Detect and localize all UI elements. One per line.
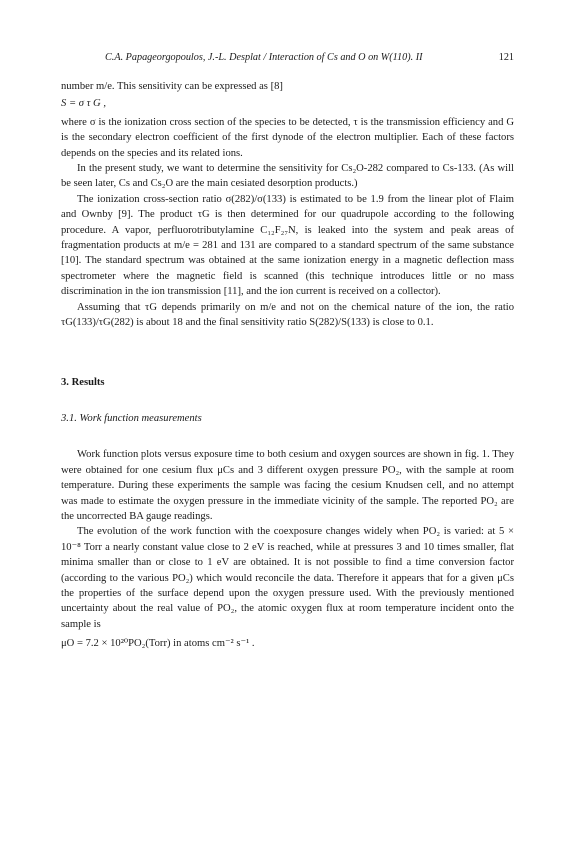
paragraph-cross-section: The ionization cross-section ratio σ(282)/σ(133) is estimated to be 1.9 from the linear plot of Flaim and Ownby [9]. The product τG is then determined for our quadrupole according to the following procedure. A vapor, perfluorotributylamine C₁₂F₂₇N, is leaked into the system and peak areas of fragmentation products at m/e = 281 and 131 are compared to a standard spectrum of the same substance [10]. The standard spectrum was obtained at the same ionization energy in a magnetic deflection mass spectrometer where the magnetic field is scanned (this technique introduces little or no mass discrimination in the ion transmission [11], and the ion current is received on a collector).: [61, 193, 514, 298]
running-title: C.A. Papageorgopoulos, J.-L. Desplat / Interaction of Cs and O on W(110). II: [105, 52, 423, 63]
paragraph-work-function-plots: Work function plots versus exposure time to both cesium and oxygen sources are shown in fig. 1. They were obtained for one cesium flux μCs and 3 different oxygen pressure PO₂, with the sample at room temperature. During these experiments the sample was facing the cesium Knudsen cell, and no attempt was made to estimate the oxygen pressure in the immediate vicinity of the sample. The reported PO₂ are the uncorrected BA gauge readings.: [61, 449, 514, 522]
paragraph-ratio: Assuming that τG depends primarily on m/e and not on the chemical nature of the ion, the ratio τG(133)/τG(282) is about 18 and the final sensitivity ratio S(282)/S(133) is close to 0.1.: [61, 301, 514, 329]
paragraph-continuation: number m/e. This sensitivity can be expressed as [8]: [61, 81, 283, 92]
paragraph-definitions: where σ is the ionization cross section of the species to be detected, τ is the transmission efficiency and G is the secondary electron coefficient of the first dynode of the electron multiplier. Each of these factors depends on the species and its related ions.: [61, 116, 514, 159]
section-heading: 3. Results: [61, 376, 105, 388]
paragraph-evolution: The evolution of the work function with the coexposure changes widely when PO₂ is varied: at 5 × 10⁻⁸ Torr a nearly constant value close to 2 eV is reached, while at pressures 3 and 10 times smaller, flat minima smaller than or close to 1 eV are obtained. It is not possible to find a time conversion factor (according to the various PO₂) which would reconcile the data. Therefore it appears that for a given μCs the properties of the surface depend upon the oxygen pressure used. With the previously mentioned uncertainty about the real value of PO₂, the atomic oxygen flux at room temperature incident onto the sample is: [61, 526, 514, 630]
subsection-heading: 3.1. Work function measurements: [61, 412, 202, 424]
paper-page: [61, 50, 514, 652]
sensitivity-equation: S = σ τ G ,: [61, 98, 107, 110]
oxygen-flux-equation: μO = 7.2 × 10²⁰PO₂(Torr) in atoms cm⁻² s⁻¹ .: [61, 638, 255, 650]
running-header: [105, 50, 514, 65]
paragraph-present-study: In the present study, we want to determine the sensitivity for Cs₂O-282 compared to Cs-133. (As will be seen later, Cs and Cs₂O are the main cesiated desorption products.): [61, 163, 514, 190]
page-number: 121: [498, 52, 514, 63]
